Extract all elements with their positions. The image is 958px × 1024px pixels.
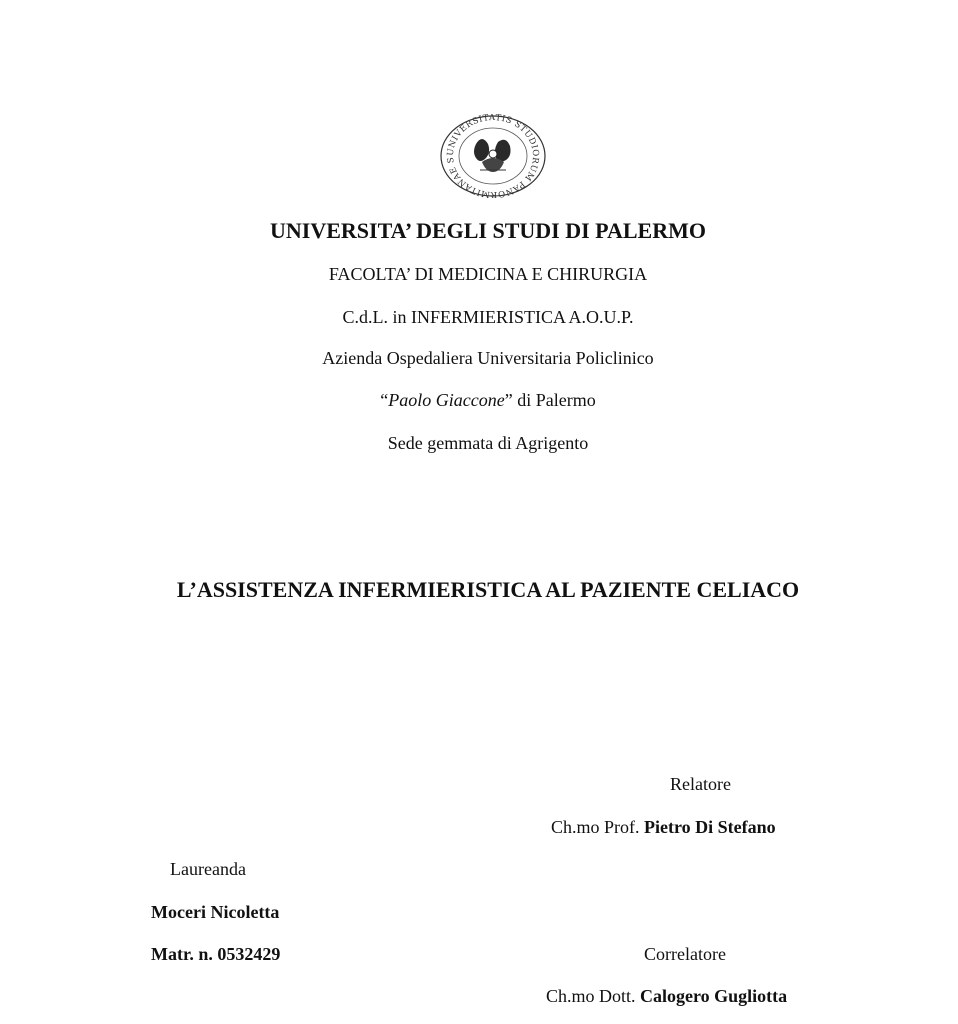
correlatore-label: Correlatore xyxy=(644,944,726,964)
correlatore-prefix: Ch.mo Dott. xyxy=(546,986,641,1006)
university-title: UNIVERSITA’ DEGLI STUDI DI PALERMO xyxy=(270,218,706,243)
hospital-name-italic: Paolo Giaccone xyxy=(388,390,505,410)
close-quote: ” xyxy=(504,390,513,410)
laureanda-label: Laureanda xyxy=(170,859,246,879)
branch-line: Sede gemmata di Agrigento xyxy=(387,433,589,453)
faculty-line: FACOLTA’ DI MEDICINA E CHIRURGIA xyxy=(328,264,648,284)
hospital-city: di Palermo xyxy=(512,390,596,410)
university-seal-icon xyxy=(436,114,550,198)
hospital-name-line xyxy=(9,390,958,411)
course-line: C.d.L. in INFERMIERISTICA A.O.U.P. xyxy=(342,307,634,327)
relatore-name: Pietro Di Stefano xyxy=(644,817,776,837)
correlatore-line xyxy=(546,986,787,1007)
relatore-line xyxy=(551,817,776,838)
laureanda-matricola: Matr. n. 0532429 xyxy=(151,944,281,964)
hospital-line: Azienda Ospedaliera Universitaria Policlinico xyxy=(322,348,654,368)
laureanda-name: Moceri Nicoletta xyxy=(151,902,280,922)
thesis-title: L’ASSISTENZA INFERMIERISTICA AL PAZIENTE CELIACO xyxy=(176,577,800,602)
relatore-label: Relatore xyxy=(670,774,731,794)
open-quote: “ xyxy=(380,390,389,410)
svg-text:UNIVERSITATIS STUDIORUM PANORM: UNIVERSITATIS STUDIORUM PANORMITANAE S xyxy=(445,114,541,198)
relatore-prefix: Ch.mo Prof. xyxy=(551,817,645,837)
correlatore-name: Calogero Gugliotta xyxy=(640,986,788,1006)
